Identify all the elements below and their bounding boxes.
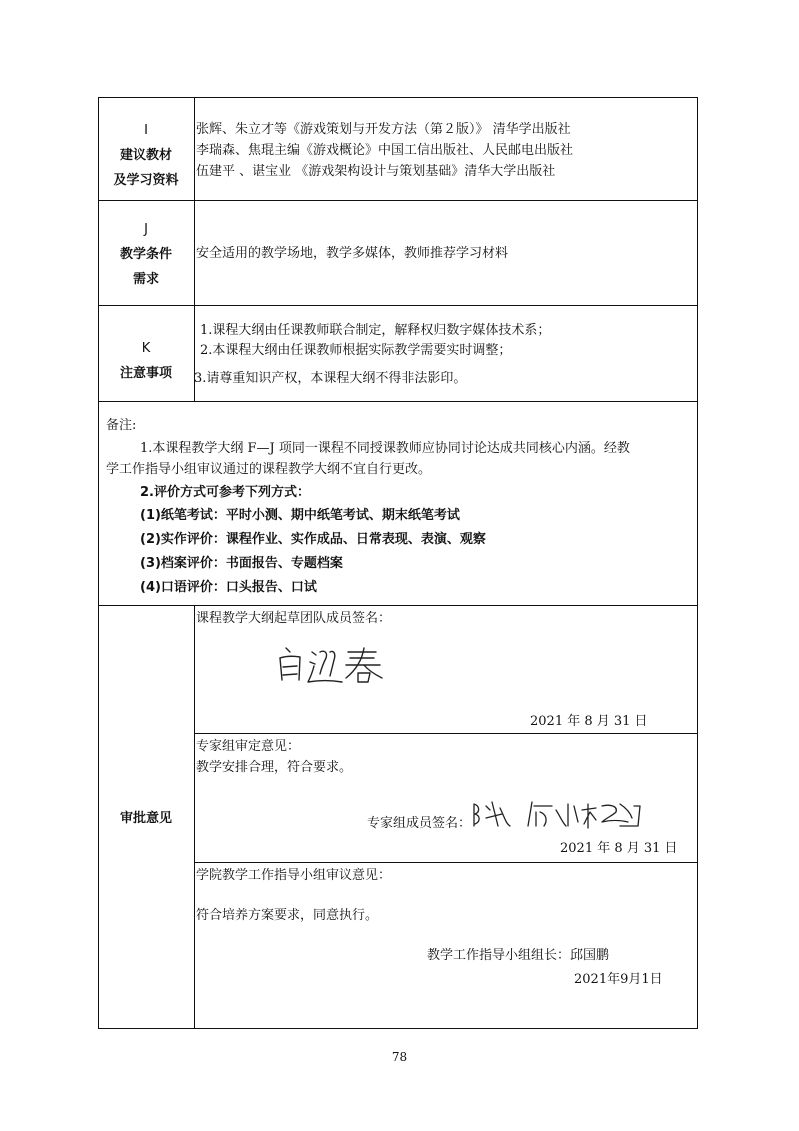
section-j-title-line2: 需求 [132,272,159,287]
committee-date: 2021年9月1日 [574,972,663,987]
handwritten-signature-drafting [272,640,392,690]
section-i-title-line1: 建议教材 [119,148,172,163]
section-k-letter: K [141,341,151,356]
section-j-letter: J [144,222,148,237]
committee-leader: 教学工作指导小组组长：邱国鹏 [427,948,610,963]
notes-para1-line2: 学工作指导小组审议通过的课程教学大纲不宜自行更改。 [106,462,432,477]
row-divider-k-notes [98,401,698,402]
section-k-title: 注意事项 [119,366,172,381]
notes-para1-line1: 1.本课程教学大纲 F—J 项同一课程不同授课教师应协同讨论达成共同核心内涵。经教 [140,441,630,456]
evaluation-item-2: (2)实作评价：课程作业、实作成品、日常表现、表演、观察 [140,532,486,547]
evaluation-item-1: (1)纸笔考试：平时小测、期中纸笔考试、期末纸笔考试 [140,508,460,523]
evaluation-item-3: (3)档案评价：书面报告、专题档案 [140,556,343,571]
textbook-line-1: 张辉、朱立才等《游戏策划与开发方法（第２版）》 清华学出版社 [196,122,571,137]
drafting-heading: 课程教学大纲起草团队成员签名： [196,611,392,626]
row-divider-j-k [98,305,698,306]
row-divider-i-j [98,200,698,201]
expert-sign-label: 专家组成员签名： [367,816,472,831]
notes-heading: 备注: [106,418,137,433]
section-i-letter: I [144,123,148,138]
approval-label: 审批意见 [119,811,172,826]
label-column-divider-approval [194,605,195,1029]
drafting-date: 2021 年 8 月 31 日 [530,714,648,729]
drafting-signature [272,640,392,694]
section-i-label [98,118,194,193]
expert-opinion: 教学安排合理，符合要求。 [196,760,353,775]
textbook-line-2: 李瑞森、焦琨主编《游戏概论》中国工信出版社、人民邮电出版社 [196,143,574,158]
committee-opinion: 符合培养方案要求，同意执行。 [196,908,379,923]
committee-heading: 学院教学工作指导小组审议意见： [196,868,392,883]
label-column-divider [194,97,195,401]
textbook-line-3: 伍建平 、谌宝业 《游戏架构设计与策划基础》清华大学出版社 [196,164,556,179]
expert-date: 2021 年 8 月 31 日 [560,841,678,856]
expert-heading: 专家组审定意见： [196,739,301,754]
section-j-title-line1: 教学条件 [119,247,172,262]
section-i-title-line2: 及学习资料 [113,173,179,188]
section-k-label [98,336,194,386]
section-j-label [98,217,194,292]
row-divider-drafting-expert [194,733,698,734]
page-number: 78 [391,1050,408,1064]
teaching-conditions-text: 安全适用的教学场地，教学多媒体，教师推荐学习材料 [196,246,509,261]
notice-line-2: 2.本课程大纲由任课教师根据实际教学需要实时调整； [200,343,512,358]
notice-line-1: 1.课程大纲由任课教师联合制定，解释权归数字媒体技术系； [200,323,551,338]
evaluation-item-4: (4)口语评价：口头报告、口试 [140,580,317,595]
row-divider-notes-approval [98,605,698,606]
handwritten-signature-experts [470,796,650,832]
evaluation-heading: 2.评价方式可参考下列方式： [140,485,310,500]
row-divider-expert-committee [194,862,698,863]
expert-signatures [470,796,650,836]
notice-line-3: 3.请尊重知识产权，本课程大纲不得非法影印。 [194,371,467,386]
